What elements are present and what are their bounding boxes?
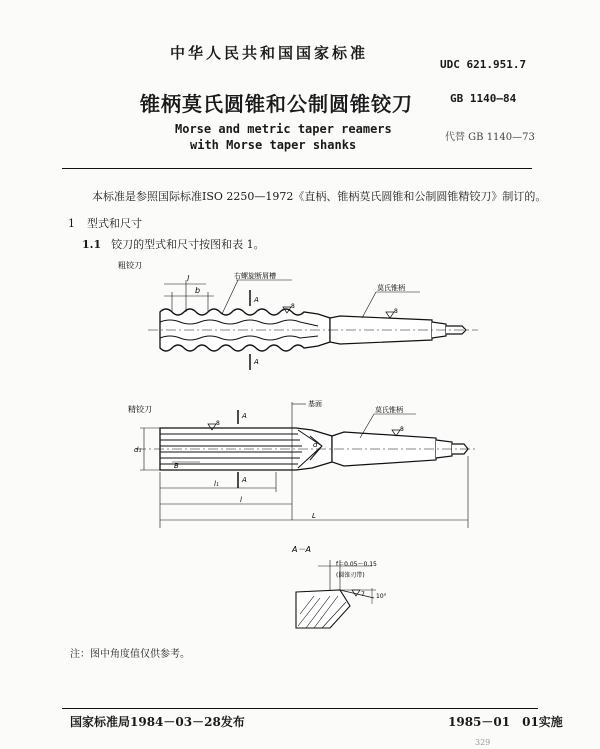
rough-label-b: b: [195, 286, 201, 295]
section-aa-title: A－A: [292, 545, 311, 554]
rough-label-groove: 右螺旋断屑槽: [234, 272, 276, 280]
effective-date: 1985－01 01实施: [448, 715, 563, 729]
finish-reamer-caption: 精铰刀: [128, 405, 152, 414]
footer-divider: [62, 708, 538, 709]
finish-reamer-figure: [128, 399, 476, 528]
replaces-note: 代替 GB 1140—73: [445, 132, 535, 143]
finish-label-base: 基面: [308, 400, 322, 408]
section-aa-figure: [291, 545, 387, 628]
section-f-label: f＝0.05～0.15: [336, 561, 377, 568]
document-title: 锥柄莫氏圆锥和公制圆锥铰刀: [140, 92, 413, 116]
rough-reamer-caption: 粗铰刀: [118, 261, 142, 270]
finish-roughness-2: 8: [400, 426, 404, 433]
section-roughness: 7: [361, 591, 365, 598]
finish-label-d: d: [313, 441, 318, 449]
finish-label-l: l: [240, 496, 242, 504]
gb-number: GB 1140—84: [450, 92, 517, 105]
page-number: 329: [475, 738, 491, 747]
udc-code: UDC 621.951.7: [440, 58, 527, 71]
finish-label-a-bottom: A: [242, 476, 247, 484]
rough-reamer-figure: [118, 260, 478, 370]
finish-label-b: B: [174, 462, 179, 470]
rough-label-taper: 莫氏锥柄: [377, 284, 405, 292]
standard-title: 中华人民共和国国家标准: [170, 44, 369, 62]
figure-note: 注：图中角度值仅供参考。: [70, 649, 190, 660]
rough-reamer-shank: [330, 316, 432, 344]
section-1-number: 1: [68, 217, 75, 230]
finish-label-L: L: [312, 512, 316, 520]
section-1-1-text: 铰刀的型式和尺寸按图和表 1。: [111, 238, 265, 251]
finish-label-a-top: A: [242, 412, 247, 420]
finish-label-l1: l₁: [214, 480, 219, 488]
section-1-title: 型式和尺寸: [87, 217, 142, 230]
english-title-line2: with Morse taper shanks: [190, 138, 357, 152]
rough-label-l: l: [187, 274, 190, 283]
finish-label-d1: d₁: [134, 446, 142, 454]
section-1-1-number: 1.1: [82, 238, 102, 251]
rough-roughness-2: 8: [394, 308, 398, 315]
issued-date: 国家标准局1984－03－28发布: [70, 715, 245, 729]
finish-roughness-1: 8: [216, 420, 220, 427]
section-angle: 10°: [376, 593, 387, 600]
rough-roughness-1: 8: [291, 303, 295, 310]
finish-label-taper: 莫氏锥柄: [375, 406, 403, 414]
rough-label-a-top: A: [254, 296, 259, 304]
english-title-line1: Morse and metric taper reamers: [175, 122, 392, 136]
intro-paragraph: 本标准是参照国际标准ISO 2250—1972《直柄、锥柄莫氏圆锥和公制圆锥精铰刀》制订的。: [92, 190, 547, 203]
section-f-note: (圆锥刃带): [336, 572, 365, 579]
rough-label-a-bottom: A: [254, 358, 259, 366]
